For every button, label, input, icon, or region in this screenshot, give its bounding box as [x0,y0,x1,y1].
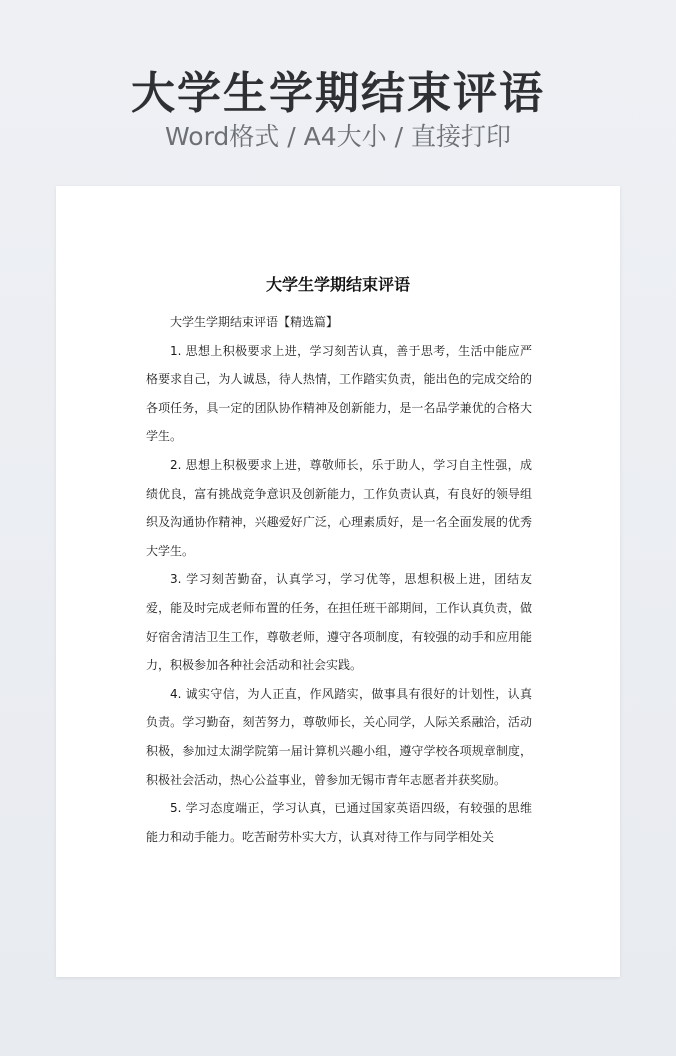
document-paragraph-3: 3. 学习刻苦勤奋，认真学习，学习优等，思想积极上进，团结友爱，能及时完成老师布置的任务，在担任班干部期间，工作认真负责，做好宿舍清洁卫生工作，尊敬老师，遵守各项制度，有较强的动手和应用能力，积极参加各种社会活动和社会实践。 [146,572,532,673]
document-paragraph-4: 4. 诚实守信，为人正直，作风踏实，做事具有很好的计划性，认真负责。学习勤奋，刻苦努力，尊敬师长，关心同学，人际关系融洽，活动积极，参加过太湖学院第一届计算机兴趣小组，遵守学校各项规章制度，积极社会活动，热心公益事业，曾参加无锡市青年志愿者并获奖励。 [146,686,532,787]
document-paragraph-5: 5. 学习态度端正，学习认真，已通过国家英语四级，有较强的思维能力和动手能力。吃苦耐劳朴实大方，认真对待工作与同学相处关 [146,801,532,844]
banner-subtitle: Word格式 / A4大小 / 直接打印 [165,122,511,151]
document-body [146,308,532,851]
document-page [56,186,620,977]
document-title: 大学生学期结束评语 [265,275,410,294]
document-paragraph-1: 1. 思想上积极要求上进，学习刻苦认真，善于思考，生活中能应严格要求自己，为人诚恳，待人热情，工作踏实负责，能出色的完成交给的各项任务，具一定的团队协作精神及创新能力，是一名品学兼优的合格大学生。 [146,343,532,444]
banner-title: 大学生学期结束评语 [131,68,545,119]
document-intro-line: 大学生学期结束评语【精选篇】 [170,315,339,329]
document-paragraph-2: 2. 思想上积极要求上进，尊敬师长，乐于助人，学习自主性强，成绩优良，富有挑战竞争意识及创新能力，工作负责认真，有良好的领导组织及沟通协作精神，兴趣爱好广泛，心理素质好，是一名全面发展的优秀大学生。 [146,457,532,558]
